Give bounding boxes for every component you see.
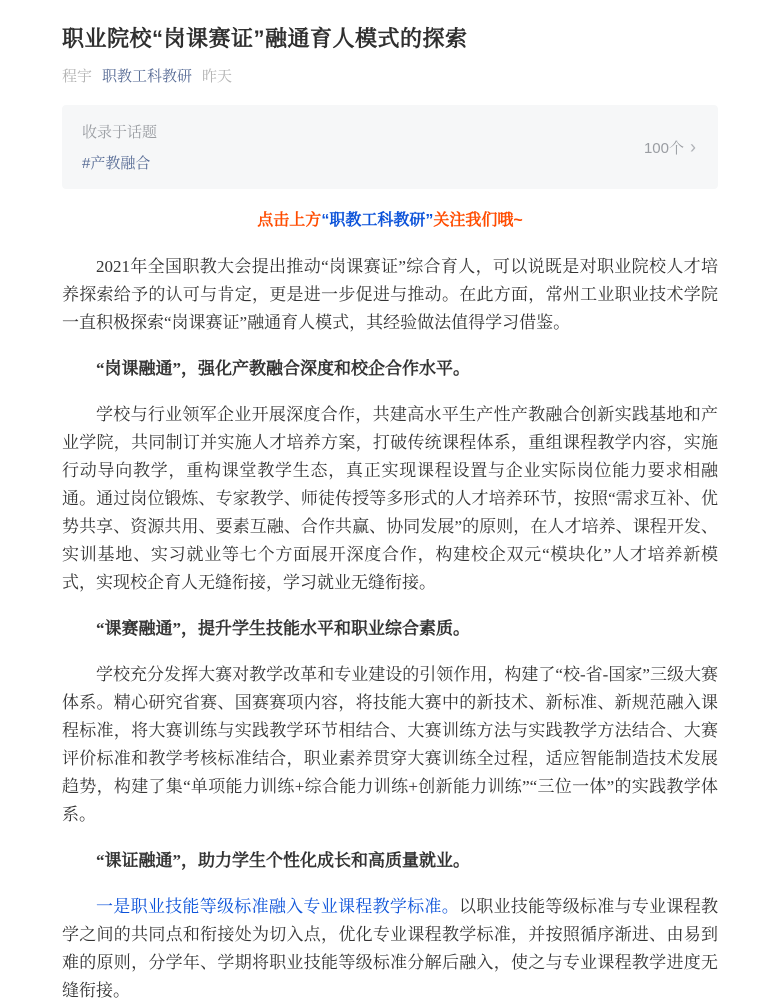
topic-count[interactable]: [644, 137, 696, 158]
article-body: [62, 207, 718, 1005]
page-title: 职业院校“岗课赛证”融通育人模式的探索: [62, 26, 468, 51]
follow-banner-prefix: 点击上方: [257, 212, 322, 229]
paragraph-gangke: 学校与行业领军企业开展深度合作，共建高水平生产性产教融合创新实践基地和产业学院，共同制订并实施人才培养方案，打破传统课程体系，重组课程教学内容，实施行动导向教学，重构课堂教学生态，真正实现课程设置与企业实际岗位能力要求相融通。通过岗位锻炼、专家教学、师徒传授等多形式的人才培养环节，按照“需求互补、优势共享、资源共用、要素互融、合作共赢、协同发展”的原则，在人才培养、课程开发、实训基地、实习就业等七个方面展开深度合作，构建校企双元“模块化”人才培养新模式，实现校企育人无缝衔接，学习就业无缝衔接。: [62, 405, 718, 592]
follow-banner: [62, 207, 718, 235]
topic-label: 收录于话题: [82, 124, 158, 141]
paragraph-kezheng-text: 以职业技能等级标准与专业课程教学之间的共同点和衔接处为切入点，优化专业课程教学标准，并按照循序渐进、由易到难的原则，分学年、学期将职业技能等级标准分解后融入，使之与专业课程教学进度无缝衔接。: [62, 897, 718, 1000]
publish-date: 昨天: [202, 68, 233, 85]
section-heading-kesai: “课赛融通”，提升学生技能水平和职业综合素质。: [96, 619, 470, 638]
paragraph-kesai: 学校充分发挥大赛对教学改革和专业建设的引领作用，构建了“校-省-国家”三级大赛体系。精心研究省赛、国赛赛项内容，将技能大赛中的新技术、新标准、新规范融入课程标准，将大赛训练与实践教学环节相结合、大赛训练方法与实践教学方法结合、大赛评价标准和教学考核标准结合，职业素养贯穿大赛训练全过程，适应智能制造技术发展趋势，构建了集“单项能力训练+综合能力训练+创新能力训练”“三位一体”的实践教学体系。: [62, 665, 718, 824]
paragraph-intro: 2021年全国职教大会提出推动“岗课赛证”综合育人，可以说既是对职业院校人才培养探索给予的认可与肯定，更是进一步促进与推动。在此方面，常州工业职业技术学院一直积极探索“岗课赛证”融通育人模式，其经验做法值得学习借鉴。: [62, 257, 718, 332]
paragraph-kezheng: [62, 893, 718, 1005]
follow-banner-suffix: 关注我们哦~: [433, 212, 523, 229]
topic-box-left: [82, 121, 157, 173]
topic-link[interactable]: #产教融合: [82, 155, 151, 172]
topic-box[interactable]: [62, 105, 718, 189]
section-heading-kezheng: “课证融通”，助力学生个性化成长和高质量就业。: [96, 851, 470, 870]
section-heading-gangke: “岗课融通”，强化产教融合深度和校企合作水平。: [96, 359, 470, 378]
follow-banner-account: “职教工科教研”: [321, 212, 434, 229]
byline: [62, 66, 718, 87]
chevron-right-icon: ›: [690, 137, 696, 157]
author-name: 程宇: [62, 68, 93, 85]
topic-count-text: 100个: [643, 139, 684, 157]
highlight-sentence: 一是职业技能等级标准融入专业课程教学标准。: [96, 897, 459, 916]
account-link[interactable]: 职教工科教研: [102, 68, 193, 85]
